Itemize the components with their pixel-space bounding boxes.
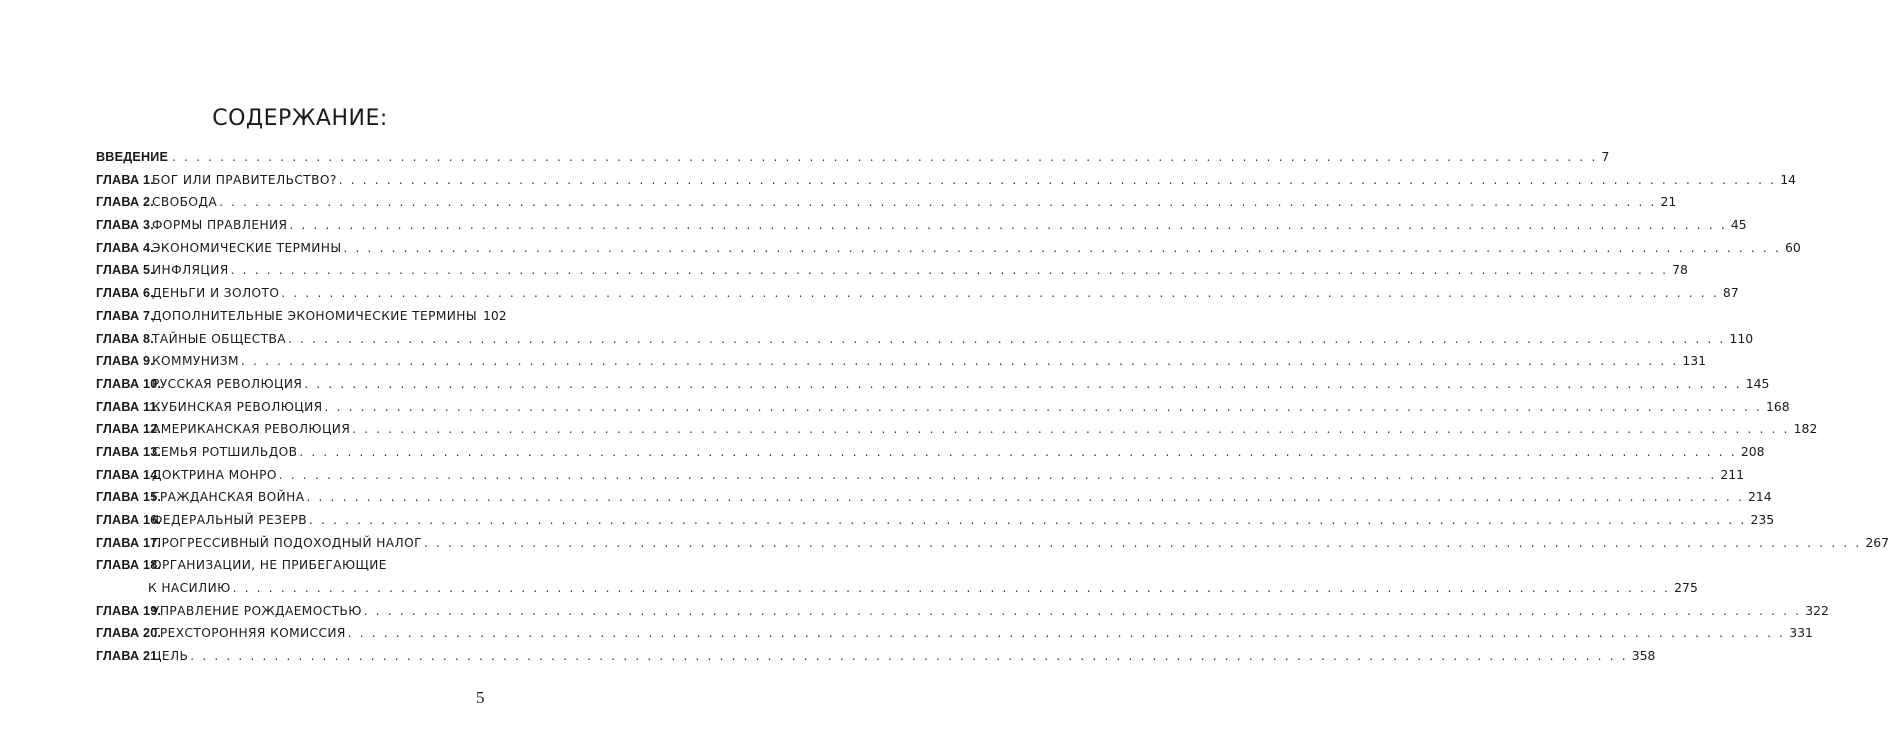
toc-entry-label: ГЛАВА 13. xyxy=(96,444,162,459)
dot-leader: . . . . . . . . . . . . . . . . . . . . . . . . . . . . . . . . . . . . . . . . . . . . . . . . . . . . . . . . . . . . . . . . . . . . . . . . . . . . . . . . . . . . . . . . . . . . . . . . . . . . . . . . . . . . . . . . . . . . . . . . xyxy=(304,376,1742,391)
toc-entry xyxy=(96,350,1707,373)
dot-leader: . . . . . . . . . . . . . . . . . . . . . . . . . . . . . . . . . . . . . . . . . . . . . . . . . . . . . . . . . . . . . . . . . . . . . . . . . . . . . . . . . . . . . . . . . . . . . . . . . . . . . . . . . . . . . . . . . . . . . . . . xyxy=(299,444,1737,459)
toc-entry xyxy=(96,373,1770,396)
toc-entry xyxy=(96,600,1829,623)
toc-entry-page: 45 xyxy=(1730,217,1747,233)
dot-leader: . . . . . . . . . . . . . . . . . . . . . . . . . . . . . . . . . . . . . . . . . . . . . . . . . . . . . . . . . . . . . . . . . . . . . . . . . . . . . . . . . . . . . . . . . . . . . . . . . . . . . . . . . . . . . . . . . . . . . . . . xyxy=(278,467,1717,482)
toc-entry xyxy=(96,237,1801,260)
toc-entry-title: УПРАВЛЕНИЕ РОЖДАЕМОСТЬЮ xyxy=(152,603,362,618)
toc-entry-page: 7 xyxy=(1601,149,1610,164)
toc-entry-title: ДЕНЬГИ И ЗОЛОТО xyxy=(152,286,280,301)
toc-entry-title: ГРАЖДАНСКАЯ ВОЙНА xyxy=(152,490,305,505)
toc-entry xyxy=(96,191,1677,214)
toc-entry xyxy=(96,645,1656,668)
toc-entry xyxy=(96,396,1790,419)
dot-leader: . . . . . . . . . . . . . . . . . . . . . . . . . . . . . . . . . . . . . . . . . . . . . . . . . . . . . . . . . . . . . . . . . . . . . . . . . . . . . . . . . . . . . . . . . . . . . . . . . . . . . . . . . . . . . . . . . . . . . . . . xyxy=(240,354,1679,369)
toc-entry-title: ДОКТРИНА МОНРО xyxy=(152,467,277,482)
toc-entry-label: ГЛАВА 6. xyxy=(96,286,154,301)
page-title: СОДЕРЖАНИЕ: xyxy=(212,106,388,131)
toc-entry xyxy=(96,486,1772,509)
toc-entry-page: 358 xyxy=(1631,648,1656,664)
toc-entry-page: 275 xyxy=(1674,580,1698,596)
dot-leader: . . . . . . . . . . . . . . . . . . . . . . . . . . . . . . . . . . . . . . . . . . . . . . . . . . . . . . . . . . . . . . . . . . . . . . . . . . . . . . . . . . . . . . . . . . . . . . . . . . . . . . . . . . . . . . . . . . . . . . . . xyxy=(160,150,1598,164)
toc-entry-page: 21 xyxy=(1660,194,1677,210)
toc-entry-page: 331 xyxy=(1789,625,1813,641)
toc-entry-label: ГЛАВА 10. xyxy=(96,376,162,391)
toc-entry xyxy=(96,441,1765,464)
dot-leader: . . . . . . . . . . . . . . . . . . . . . . . . . . . . . . . . . . . . . . . . . . . . . . . . . . . . . . . . . . . . . . . . . . . . . . . . . . . . . . . . . . . . . . . . . . . . . . . . . . . . . . . . . . . . . . . . . . . . . . . . xyxy=(423,535,1862,550)
toc-entry-label: ГЛАВА 2. xyxy=(96,195,154,210)
dot-leader: . . . . . . . . . . . . . . . . . . . . . . . . . . . . . . . . . . . . . . . . . . . . . . . . . . . . . . . . . . . . . . . . . . . . . . . . . . . . . . . . . . . . . . . . . . . . . . . . . . . . . . . . . . . . . . . . . . . . . . . . xyxy=(347,626,1786,641)
page-number: 5 xyxy=(476,688,485,707)
toc-entry-label: ГЛАВА 19. xyxy=(96,603,162,618)
table-of-contents xyxy=(96,146,1889,668)
toc-entry-title: ТАЙНЫЕ ОБЩЕСТВА xyxy=(152,331,287,346)
toc-entry-page: 78 xyxy=(1672,262,1688,278)
toc-entry-title: ТРЕХСТОРОННЯЯ КОМИССИЯ xyxy=(152,626,346,641)
toc-entry-page: 182 xyxy=(1793,421,1818,437)
dot-leader: . . . . . . . . . . . . . . . . . . . . . . . . . . . . . . . . . . . . . . . . . . . . . . . . . . . . . . . . . . . . . . . . . . . . . . . . . . . . . . . . . . . . . . . . . . . . . . . . . . . . . . . . . . . . . . . . . . . . . . . . xyxy=(352,422,1790,437)
toc-entry-page: 60 xyxy=(1784,239,1801,255)
toc-entry xyxy=(96,328,1754,351)
toc-entry xyxy=(96,305,507,328)
toc-entry-page: 145 xyxy=(1745,375,1770,391)
dot-leader: . . . . . . . . . . . . . . . . . . . . . . . . . . . . . . . . . . . . . . . . . . . . . . . . . . . . . . . . . . . . . . . . . . . . . . . . . . . . . . . . . . . . . . . . . . . . . . . . . . . . . . . . . . . . . . . . . . . . . . . . xyxy=(289,218,1727,233)
toc-entry-label: ГЛАВА 16. xyxy=(96,513,162,527)
dot-leader: . . . . . . . . . . . . . . . . . . . . . . . . . . . . . . . . . . . . . . . . . . . . . . . . . . . . . . . . . . . . . . . . . . . . . . . . . . . . . . . . . . . . . . . . . . . . . . . . . . . . . . . . . . . . . . . . . . . . . . . . xyxy=(363,603,1802,618)
toc-entry-title: АМЕРИКАНСКАЯ РЕВОЛЮЦИЯ xyxy=(152,422,351,437)
toc-entry-page: 87 xyxy=(1722,285,1739,301)
dot-leader: . . . . . . . . . . . . . . . . . . . . . . . . . . . . . . . . . . . . . . . . . . . . . . . . . . . . . . . . . . . . . . . . . . . . . . . . . . . . . . . . . . . . . . . . . . . . . . . . . . . . . . . . . . . . . . . . . . . . . . . . xyxy=(309,513,1747,527)
dot-leader: . . . . . . . . . . . . . . . . . . . . . . . . . . . . . . . . . . . . . . . . . . . . . . . . . . . . . . . . . . . . . . . . . . . . . . . . . . . . . . . . . . . . . . . . . . . . . . . . . . . . . . . . . . . . . . . . . . . . . . . . xyxy=(190,649,1628,664)
toc-entry-page: 208 xyxy=(1740,443,1765,459)
toc-entry-title: ИНФЛЯЦИЯ xyxy=(152,263,229,278)
dot-leader: . . . . . . . . . . . . . . . . . . . . . . . . . . . . . . . . . . . . . . . . . . . . . . . . . . . . . . . . . . . . . . . . . . . . . . . . . . . . . . . . . . . . . . . . . . . . . . . . . . . . . . . . . . . . . . . . . . . . . . . . xyxy=(281,286,1719,301)
toc-entry-title: КУБИНСКАЯ РЕВОЛЮЦИЯ xyxy=(152,399,323,414)
toc-entry-page: 110 xyxy=(1729,330,1754,346)
toc-entry-label: ГЛАВА 7. xyxy=(96,308,154,323)
toc-entry-label: ГЛАВА 12. xyxy=(96,422,162,437)
toc-entry-page: 14 xyxy=(1780,171,1796,187)
toc-entry-title: БОГ ИЛИ ПРАВИТЕЛЬСТВО? xyxy=(152,172,337,187)
toc-entry-page: 168 xyxy=(1766,398,1790,414)
dot-leader: . . . . . . . . . . . . . . . . . . . . . . . . . . . . . . . . . . . . . . . . . . . . . . . . . . . . . . . . . . . . . . . . . . . . . . . . . . . . . . . . . . . . . . . . . . . . . . . . . . . . . . . . . . . . . . . . . . . . . . . . xyxy=(288,331,1726,346)
toc-entry-label: ГЛАВА 5. xyxy=(96,263,154,278)
toc-entry-label: ГЛАВА 20. xyxy=(96,626,162,641)
toc-entry-label: ГЛАВА 15. xyxy=(96,490,162,505)
toc-entry xyxy=(96,532,1889,555)
toc-entry-label: ВВЕДЕНИЕ xyxy=(96,150,169,164)
toc-entry-title: ЭКОНОМИЧЕСКИЕ ТЕРМИНЫ xyxy=(152,240,342,255)
dot-leader: . . . . . . . . . . . . . . . . . . . . . . . . . . . . . . . . . . . . . . . . . . . . . . . . . . . . . . . . . . . . . . . . . . . . . . . . . . . . . . . . . . . . . . . . . . . . . . . . . . . . . . . . . . . . . . . . . . . . . . . . xyxy=(232,581,1671,596)
toc-entry-title: ЦЕЛЬ xyxy=(152,649,189,664)
toc-entry-label: ГЛАВА 3. xyxy=(96,218,154,233)
dot-leader: . . . . . . . . . . . . . . . . . . . . . . . . . . . . . . . . . . . . . . . . . . . . . . . . . . . . . . . . . . . . . . . . . . . . . . . . . . . . . . . . . . . . . . . . . . . . . . . . . . . . . . . . . . . . . . . . . . . . . . . . xyxy=(338,172,1777,187)
toc-entry-title: СЕМЬЯ РОТШИЛЬДОВ xyxy=(152,444,298,459)
toc-entry-label: ГЛАВА 17. xyxy=(96,535,162,550)
toc-entry-label: ГЛАВА 21. xyxy=(96,649,162,664)
toc-entry-label: ГЛАВА 4. xyxy=(96,240,154,255)
toc-entry-title: РУССКАЯ РЕВОЛЮЦИЯ xyxy=(152,376,303,391)
dot-leader: . . . . . . . . . . . . . . . . . . . . . . . . . . . . . . . . . . . . . . . . . . . . . . . . . . . . . . . . . . . . . . . . . . . . . . . . . . . . . . . . . . . . . . . . . . . . . . . . . . . . . . . . . . . . . . . . . . . . . . . . xyxy=(230,263,1669,278)
toc-entry xyxy=(96,259,1688,282)
toc-entry xyxy=(96,169,1796,192)
toc-entry-label: ГЛАВА 18. xyxy=(96,558,162,573)
toc-entry-page: 267 xyxy=(1865,534,1889,550)
toc-entry-label: ГЛАВА 1. xyxy=(96,172,154,187)
toc-entry-label: ГЛАВА 8. xyxy=(96,331,154,346)
dot-leader: . . . . . . . . . . . . . . . . . . . . . . . . . . . . . . . . . . . . . . . . . . . . . . . . . . . . . . . . . . . . . . . . . . . . . . . . . . . . . . . . . . . . . . . . . . . . . . . . . . . . . . . . . . . . . . . . . . . . . . . . xyxy=(219,195,1657,210)
toc-entry-title: ФЕДЕРАЛЬНЫЙ РЕЗЕРВ xyxy=(152,513,308,527)
dot-leader: . . . . . . . . . . . . . . . . . . . . . . . . . . . . . . . . . . . . . . . . . . . . . . . . . . . . . . . . . . . . . . . . . . . . . . . . . . . . . . . . . . . . . . . . . . . . . . . . . . . . . . . . . . . . . . . . . . . . . . . . xyxy=(306,490,1744,505)
toc-entry-title: ФОРМЫ ПРАВЛЕНИЯ xyxy=(152,218,288,233)
toc-entry xyxy=(96,214,1747,237)
toc-entry xyxy=(96,282,1739,305)
toc-entry-title: ПРОГРЕССИВНЫЙ ПОДОХОДНЫЙ НАЛОГ xyxy=(152,535,422,550)
toc-entry-label: ГЛАВА 11. xyxy=(96,399,161,414)
toc-entry-page: 322 xyxy=(1805,602,1829,618)
toc-entry xyxy=(96,418,1818,441)
toc-entry-page: 131 xyxy=(1682,353,1707,369)
toc-entry xyxy=(96,622,1813,645)
dot-leader: . . . . . . . . . . . . . . . . . . . . . . . . . . . . . . . . . . . . . . . . . . . . . . . . . . . . . . . . . . . . . . . . . . . . . . . . . . . . . . . . . . . . . . . . . . . . . . . . . . . . . . . . . . . . . . . . . . . . . . . . xyxy=(343,240,1781,255)
toc-entry-title: ОРГАНИЗАЦИИ, НЕ ПРИБЕГАЮЩИЕ xyxy=(152,558,387,573)
toc-entry-title: КОММУНИЗМ xyxy=(152,354,239,369)
toc-entry-label: ГЛАВА 9. xyxy=(96,354,154,369)
toc-entry-title-continued: К НАСИЛИЮ xyxy=(148,581,231,596)
toc-entry xyxy=(96,146,1610,169)
toc-entry-page: 102 xyxy=(482,307,507,323)
toc-entry-label: ГЛАВА 14. xyxy=(96,467,162,482)
toc-entry xyxy=(96,509,1775,532)
toc-entry-page: 235 xyxy=(1750,512,1775,527)
dot-leader: . . . . . . . . . . . . . . . . . . . . . . . . . . . . . . . . . . . . . . . . . . . . . . . . . . . . . . . . . . . . . . . . . . . . . . . . . . . . . . . . . . . . . . . . . . . . . . . . . . . . . . . . . . . . . . . . . . . . . . . . xyxy=(324,399,1763,414)
toc-entry-page: 214 xyxy=(1747,489,1772,505)
toc-entry-page: 211 xyxy=(1720,466,1744,482)
toc-entry-title: ДОПОЛНИТЕЛЬНЫЕ ЭКОНОМИЧЕСКИЕ ТЕРМИНЫ xyxy=(152,308,477,323)
toc-entry xyxy=(96,554,1698,599)
toc-entry-title: СВОБОДА xyxy=(152,195,218,210)
toc-entry xyxy=(96,464,1744,487)
